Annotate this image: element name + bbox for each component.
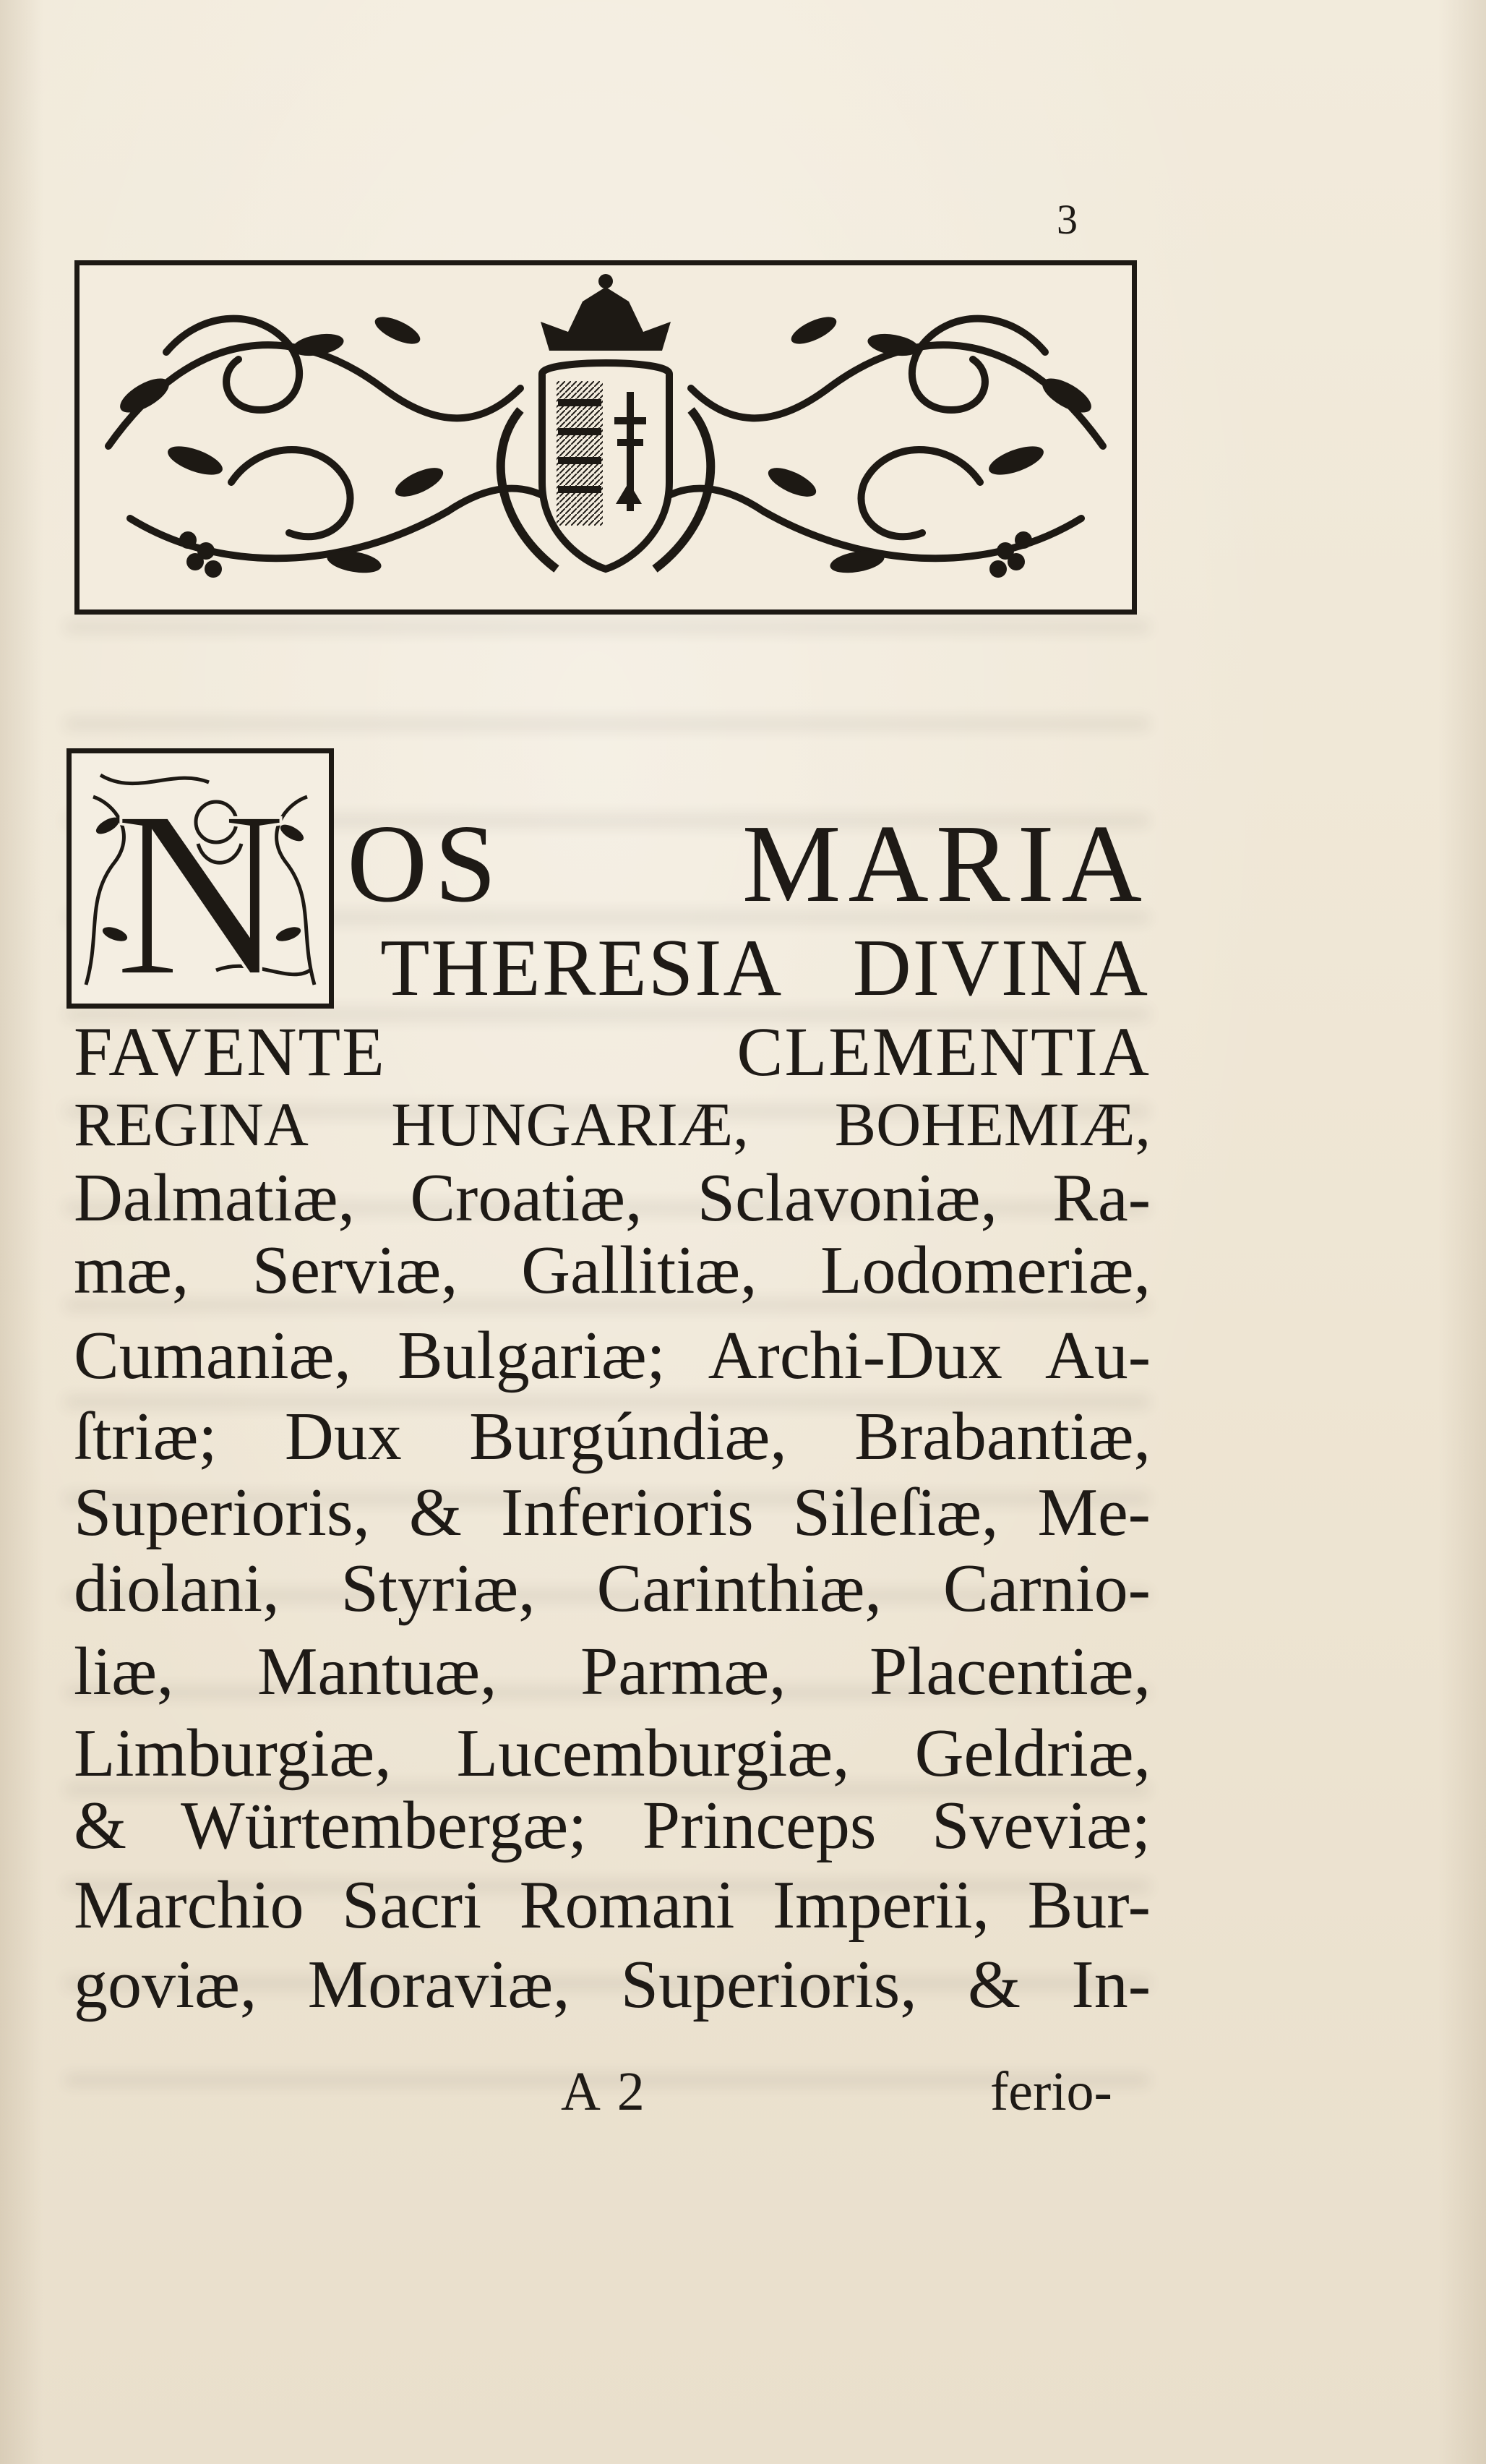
text-line: diolani, Styriæ, Carinthiæ, Carnio-: [74, 1551, 1151, 1626]
catchword: ferio-: [990, 2061, 1112, 2122]
text-line: REGINA HUNGARIÆ, BOHEMIÆ,: [74, 1090, 1151, 1159]
page-number: 3: [1057, 196, 1078, 243]
text-line: OS MARIA: [347, 803, 1149, 925]
text-line: ſtriæ; Dux Burgúndiæ, Brabantiæ,: [74, 1399, 1151, 1474]
text-line: FAVENTE CLEMENTIA: [74, 1013, 1151, 1090]
headpiece-coat-of-arms-icon: [80, 265, 1132, 609]
ornamental-headpiece: [74, 260, 1137, 615]
initial-letter: N: [113, 762, 287, 1004]
text-line: Marchio Sacri Romani Imperii, Bur-: [74, 1868, 1151, 1943]
text-line: THERESIA DIVINA: [380, 923, 1149, 1013]
signature-mark: A 2: [561, 2061, 648, 2122]
text-line: & Würtembergæ; Princeps Sveviæ;: [74, 1788, 1151, 1863]
text-line: Cumaniæ, Bulgariæ; Archi-Dux Au-: [74, 1318, 1151, 1393]
text-line: mæ, Serviæ, Gallitiæ, Lodomeriæ,: [74, 1233, 1151, 1308]
text-line: liæ, Mantuæ, Parmæ, Placentiæ,: [74, 1634, 1151, 1709]
text-line: goviæ, Moraviæ, Superioris, & In-: [74, 1947, 1151, 2022]
initial-letter-n-icon: [72, 753, 329, 1004]
text-line: Superioris, & Inferioris Sileſiæ, Me-: [74, 1475, 1151, 1550]
decorated-initial: [66, 748, 334, 1009]
text-line: Limburgiæ, Lucemburgiæ, Geldriæ,: [74, 1716, 1151, 1791]
text-line: Dalmatiæ, Croatiæ, Sclavoniæ, Ra-: [74, 1160, 1151, 1236]
